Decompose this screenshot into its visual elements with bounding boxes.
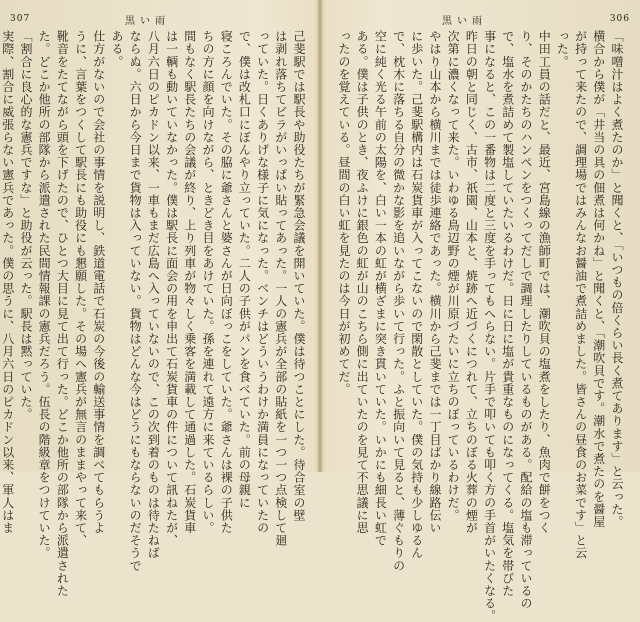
page-number-right: 306 bbox=[609, 14, 630, 24]
page-number-left: 307 bbox=[10, 14, 31, 24]
text-line: 「味噌汁はよく煮たのか」と聞くと、「いつもの倍くらい長く煮てあります」と云った。 bbox=[610, 30, 624, 528]
text-line: が持って来たので、調理場ではみんなお醤油で煮詰めました。皆さんの昼食のお菜です」と云 bbox=[573, 30, 588, 560]
text-line: 中田工員の話だと、最近、宮島線の漁師町では、潮吹貝の塩煮をしたり、魚肉で餅をつく bbox=[537, 30, 552, 534]
text-line: 実際、割合に威張らない憲兵であった。僕の思うに、八月六日のピカドン以来、軍人はま bbox=[0, 30, 15, 534]
text-line: 昨日の朝と同じく、古市、祇園、山本と、焼跡へ近づくにつれて、立ちのぼる火葬の煙が bbox=[464, 30, 479, 534]
text-line: ったのを覚えている。昼間の白い虹を見たのは今日が初めてだ。 bbox=[336, 30, 351, 396]
right-page-text bbox=[330, 30, 626, 622]
text-line: た。どこか他所の部隊から派遣された民間情報課の憲兵だろう。伍長の階級章をつけていた。 bbox=[37, 30, 52, 560]
text-line: 仕方がないので会社の事情を説明し、鉄道電話で石炭の今後の輸送事情を調べてもらうよ bbox=[91, 30, 106, 534]
text-line: 八月六日のピカドン以来、一車もまだ広島へ入っていないので、この次到着のものは待たねば bbox=[146, 30, 161, 560]
text-line: ちの方に顔を向けながら、ときどき目をあけていた。孫を連れて遠方に来ているらしい。 bbox=[200, 30, 215, 534]
running-head-right: 黒い雨 bbox=[442, 16, 487, 27]
text-line: っていた。日くありげな様子に気になった。ベンチはどういうわけか満員になっていたの bbox=[255, 30, 270, 534]
text-line: 靴音をたてながら頭を下げたので、ひとつ大目に見て出て行った。どこか他所の部隊から派遣された bbox=[55, 30, 70, 597]
left-page-text bbox=[0, 30, 308, 597]
text-line: は剥れ落ちてビラがいっぱい貼ってあった。一人の憲兵が全部の貼紙を一つ一つ点検して廻 bbox=[273, 30, 288, 547]
text-line: に歩いた。己斐駅構内は石炭貨車が入ってこないので閑散としていた。僕の気持も少しゆるん bbox=[409, 30, 424, 560]
right-page bbox=[322, 0, 640, 622]
text-line: 事になると、この一番物は二度と三度を手ってもへらない。片手で叩いても叩く方の手首がいたくなる。 bbox=[482, 30, 497, 622]
text-line: は一輌も動いていなかった。僕は駅長に面会の用を申出て石炭貨車の件について訊ねたが、 bbox=[164, 30, 179, 547]
text-line: 横合から僕が「井当の具の佃煮は何かね」と聞くと、「潮吹貝です。潮水で煮たのを醤屋 bbox=[591, 30, 606, 528]
text-line: ある。 bbox=[109, 30, 124, 68]
text-line: ある。僕は子供のとき、夜ふけに銀色の虹が山のこちら側に出ていたのを見て不思議に思 bbox=[355, 30, 370, 534]
text-line: り、そのかたちのハンペンをつくってだしで調理したりしているものがある。配給の塩も滞っているの bbox=[518, 30, 533, 610]
text-line: やはり山本から横川までは徒歩連絡であった。横川から己斐までは一丁目ばかり線路伝い bbox=[427, 30, 442, 534]
left-page bbox=[0, 0, 318, 597]
text-line: った。 bbox=[555, 30, 570, 68]
running-head-left: 黒い雨 bbox=[125, 16, 170, 27]
text-line: で、僕は改札口にぼんやり立っていた。二人の子供がパンを食べていた。前の母親に bbox=[237, 30, 252, 509]
text-line: で、枕木に落ちる自分の微かな影を追いながら歩いて行った。ふと振向いて見ると、薄ぐもりの bbox=[391, 30, 406, 572]
text-line: 寝ころんでいた。その脇に爺さんと婆さんが日向ぼっこをしていた。爺さんは裸の子供た bbox=[219, 30, 234, 534]
text-line: うに、言葉をつくして駅長にも助役にも懇願した。その場へ憲兵が無言のままやって来て、 bbox=[73, 30, 88, 547]
text-line: 「割合に良心的な憲兵ですな」と助役が云った。駅長は黙っていた。 bbox=[18, 30, 33, 421]
text-line: ならぬ。六日から今日まで貨物は入っていない。貨物はどんな今はどうにもならないのだそうで bbox=[128, 30, 143, 572]
text-line: 空に純く光る午前の太陽を、白い一本の虹が横ざまに突き貫いていた。いかにも細長い虹で bbox=[373, 30, 388, 547]
text-line: で、塩水を煮詰めて製塩していたいるわけだ。日に日に塩が貴重なものになってくる。塩気を帯びた bbox=[500, 30, 515, 597]
text-line: 次第に濃くなって来た。いわゆる鳥辺野の煙が川原づたいに立ちのぼっているわけだ。 bbox=[446, 30, 461, 522]
text-line: 己斐駅では駅長や助役たちが緊急会議を開いていた。僕は待つことにした。待合室の壁 bbox=[292, 30, 306, 522]
text-line: 間もなく駅長たちの会議が終り、上り列車が物々しく乗客を満載して通過した。石炭貨車 bbox=[182, 30, 197, 534]
